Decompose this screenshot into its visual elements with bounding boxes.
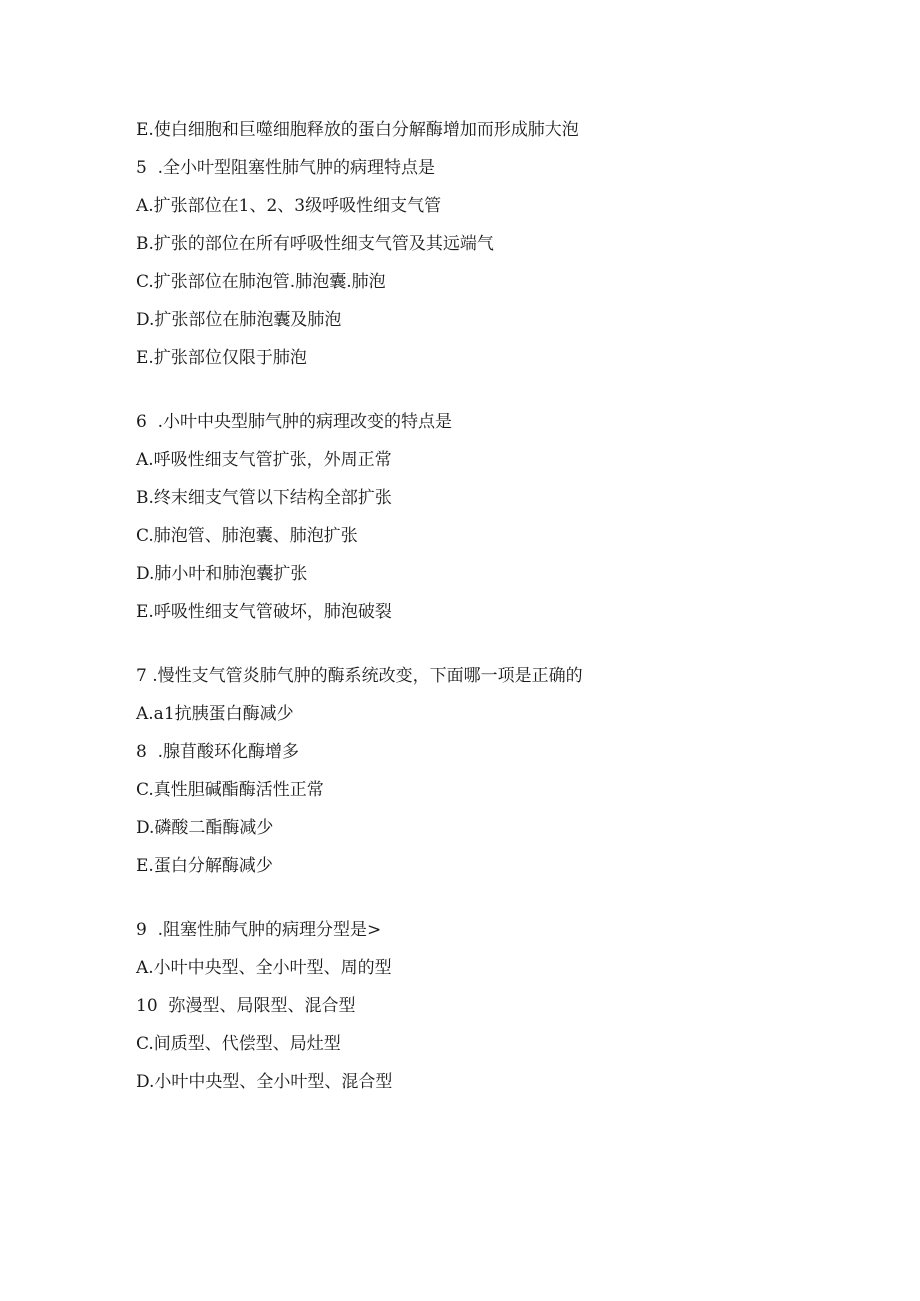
option-text: C.肺泡管、肺泡囊、肺泡扩张	[136, 526, 358, 546]
option-text: 8 .腺苜酸环化酶增多	[136, 742, 300, 762]
option-text: D.小叶中央型、全小叶型、混合型	[136, 1072, 393, 1092]
option-text: A.呼吸性细支气管扩张，外周正常	[136, 450, 392, 470]
document-page	[136, 117, 636, 1095]
option-text: A.a1抗胰蛋白酶减少	[136, 704, 294, 724]
option-text: C.真性胆碱酯酶活性正常	[136, 780, 324, 800]
option-text: E.呼吸性细支气管破坏，肺泡破裂	[136, 602, 392, 622]
question-9: 9 .阻塞性肺气肿的病理分型是>	[136, 920, 382, 940]
question-7: 7 .慢性支气管炎肺气肿的酶系统改变，下面哪一项是正确的	[136, 666, 583, 686]
option-text: D.肺小叶和肺泡囊扩张	[136, 564, 308, 584]
option-text: E.扩张部位仅限于肺泡	[136, 348, 307, 368]
question-5: 5 .全小叶型阻塞性肺气肿的病理特点是	[136, 158, 436, 178]
option-text: D.扩张部位在肺泡囊及肺泡	[136, 310, 342, 330]
option-text: A.扩张部位在1、2、3级呼吸性细支气管	[136, 196, 442, 216]
option-text: C.间质型、代偿型、局灶型	[136, 1034, 341, 1054]
option-text: 10 弥漫型、局限型、混合型	[136, 996, 356, 1016]
option-text: E.蛋白分解酶减少	[136, 856, 273, 876]
option-text: B.终末细支气管以下结构全部扩张	[136, 488, 392, 508]
option-text: C.扩张部位在肺泡管.肺泡囊.肺泡	[136, 272, 386, 292]
option-text: B.扩张的部位在所有呼吸性细支气管及其远端气	[136, 234, 494, 254]
question-6: 6 .小叶中央型肺气肿的病理改变的特点是	[136, 412, 453, 432]
option-text: D.磷酸二酯酶减少	[136, 818, 274, 838]
option-text: A.小叶中央型、全小叶型、周的型	[136, 958, 392, 978]
option-text: E.使白细胞和巨噬细胞释放的蛋白分解酶增加而形成肺大泡	[136, 120, 579, 140]
